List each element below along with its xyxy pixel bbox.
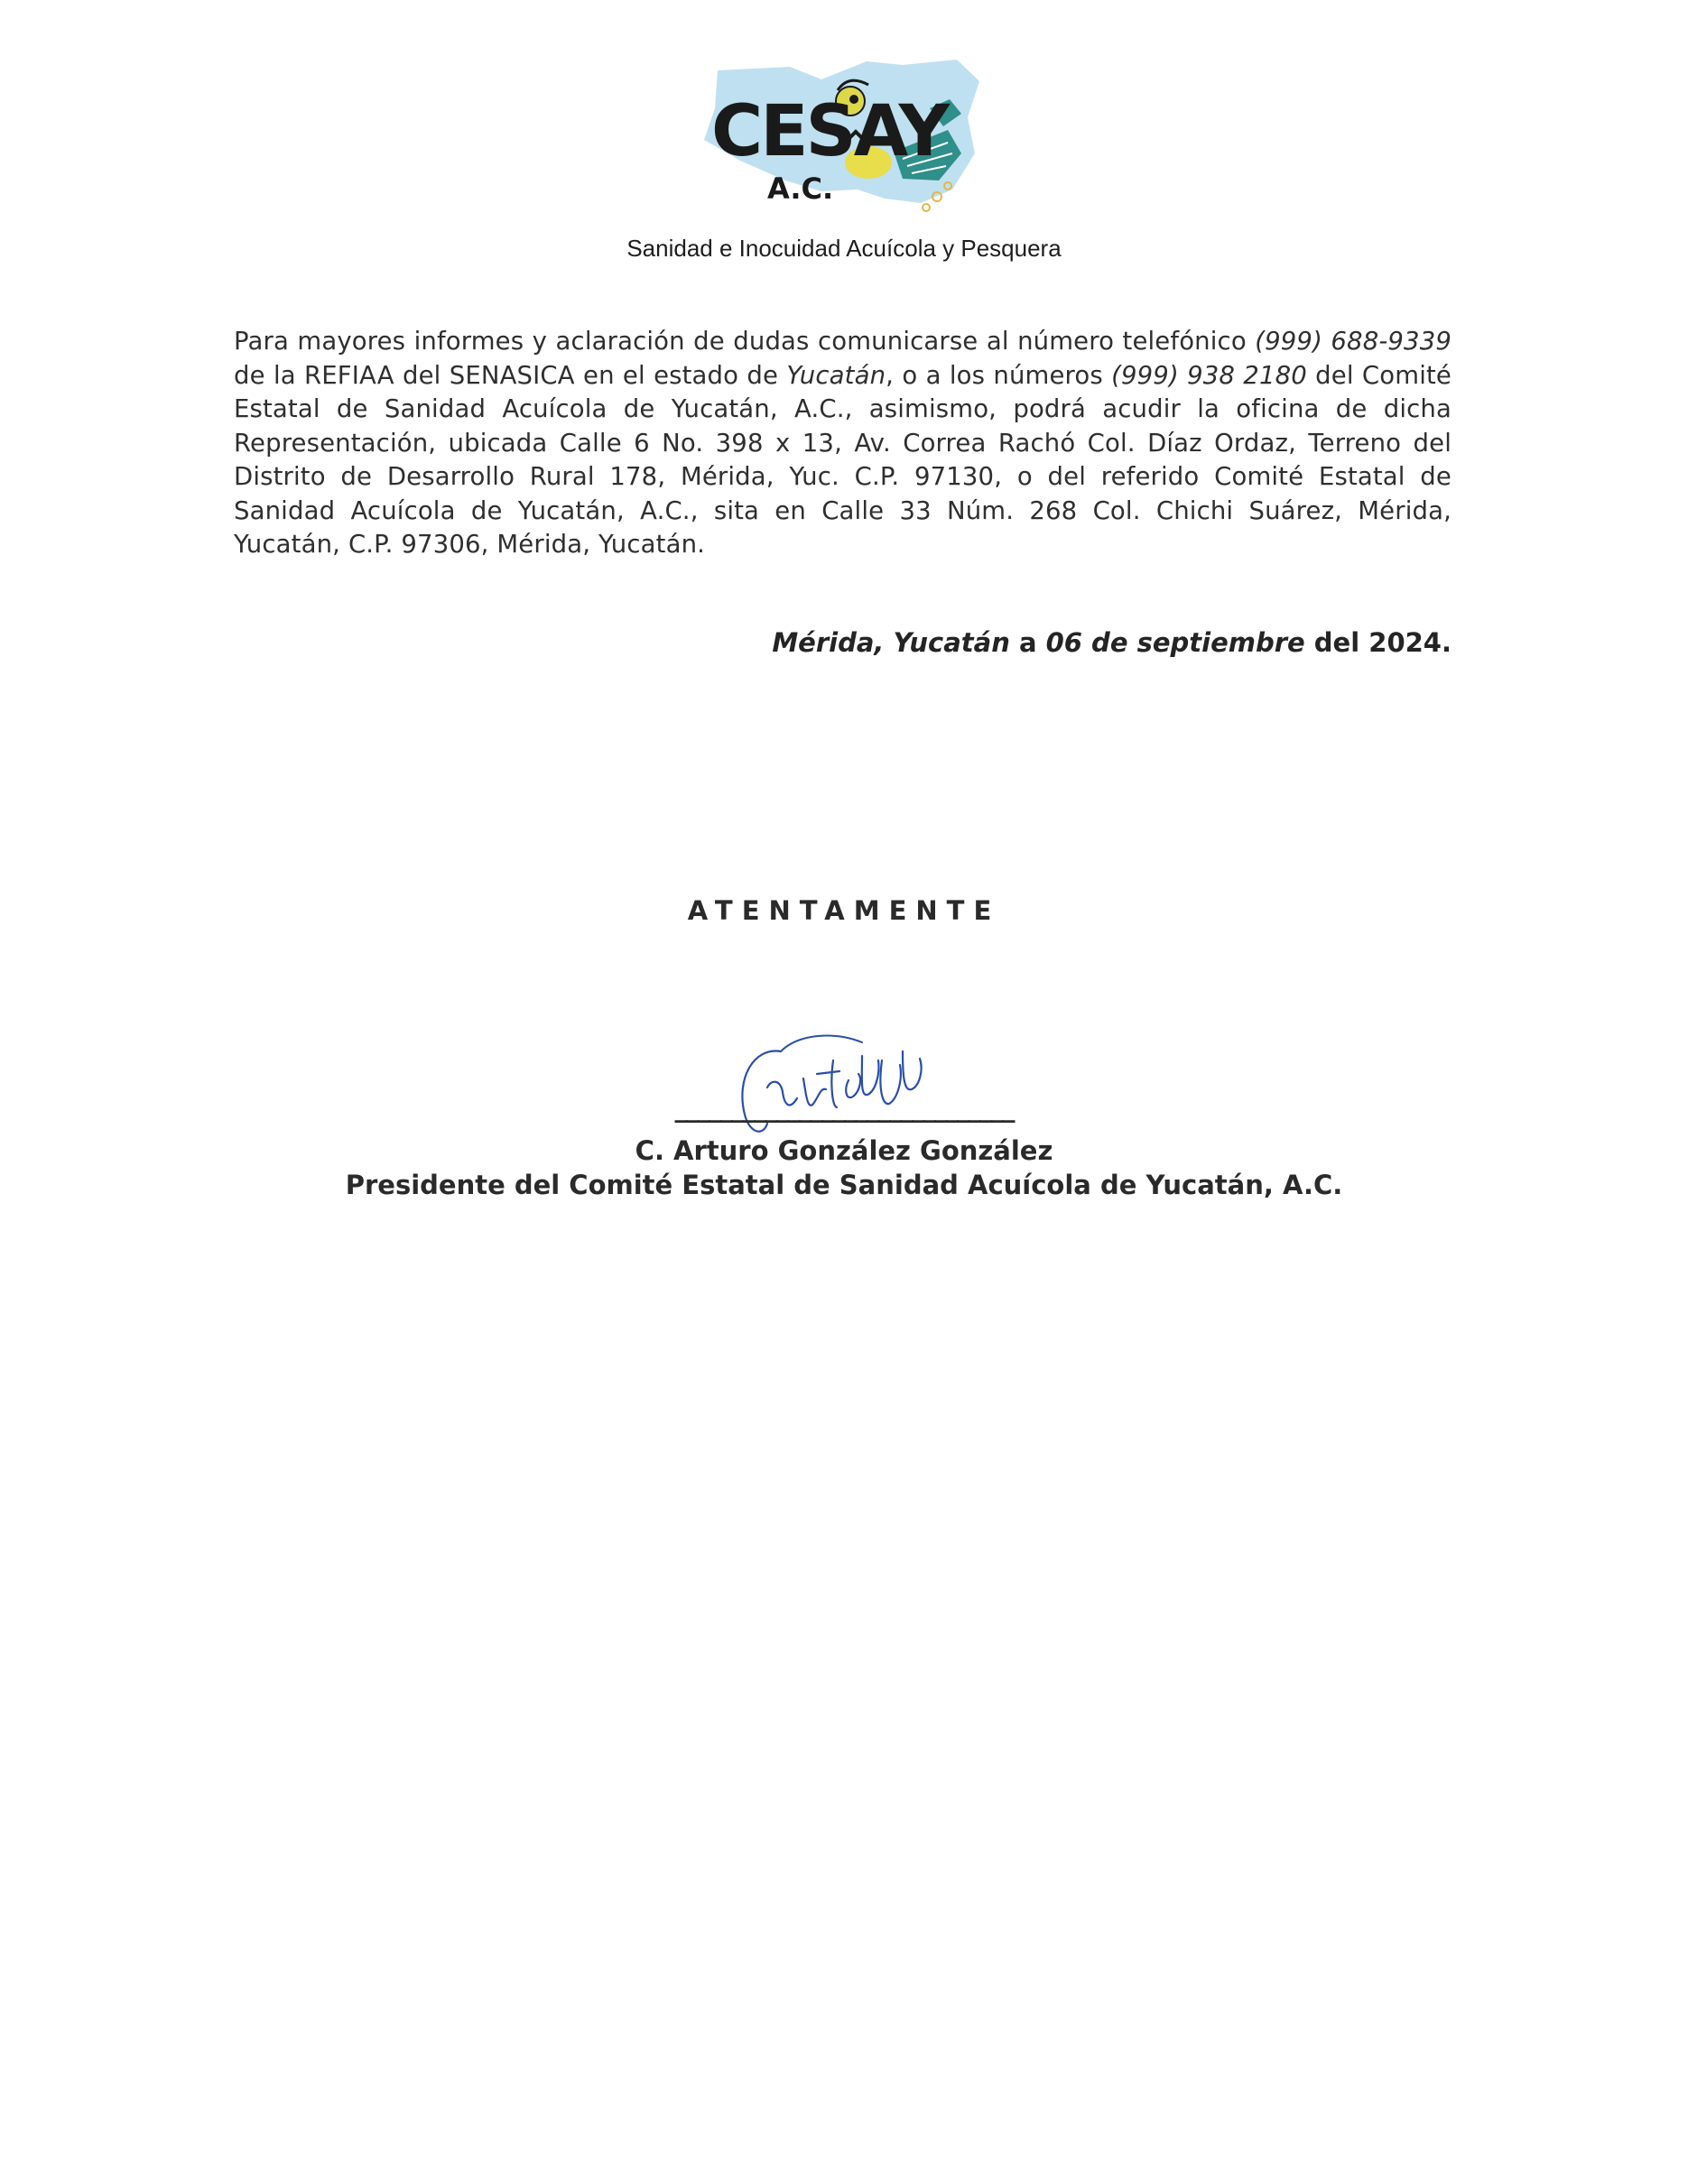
para-text-3: , o a los números	[886, 360, 1112, 390]
phone-cesay: (999) 938 2180	[1111, 360, 1307, 390]
logo-wordmark: CESAY	[711, 91, 948, 172]
signer-title: Presidente del Comité Estatal de Sanidad Acuícola de Yucatán, A.C.	[345, 1170, 1343, 1200]
handwritten-signature-icon	[727, 1024, 943, 1151]
date-day-month: 06 de septiembre	[1045, 627, 1305, 658]
organization-subtitle: Sanidad e Inocuidad Acuícola y Pesquera	[626, 235, 1062, 262]
contact-paragraph	[234, 325, 1451, 562]
closing-salutation: ATENTAMENTE	[687, 895, 1001, 926]
cesay-logo	[632, 54, 1065, 235]
logo-suffix: A.C.	[767, 171, 834, 206]
para-text-4: del Comité Estatal de Sanidad Acuícola de Yucatán, A.C., asimismo, podrá acudir la oficina de dicha Representación, ubicada Calle 6 No. 398 x 13, Av. Correa Rachó Col. Díaz Ordaz, Terreno del Distrito de Desarrollo Rural 178, Mérida, Yuc. C.P. 97130, o del referido Comité Estatal de Sanidad Acuícola de Yucatán, A.C., sita en Calle 33 Núm. 268 Col. Chichi Suárez, Mérida, Yucatán, C.P. 97306, Mérida, Yucatán.	[234, 360, 1451, 559]
signature-line: ______________________________	[674, 1092, 1014, 1123]
state-name: Yucatán	[786, 360, 886, 390]
date-year: del 2024.	[1304, 627, 1451, 658]
para-text-1: Para mayores informes y aclaración de dudas comunicarse al número telefónico	[234, 327, 1256, 356]
signer-name: C. Arturo González González	[635, 1135, 1053, 1166]
date-connector: a	[1009, 627, 1046, 658]
date-line	[772, 627, 1451, 658]
date-place: Mérida, Yucatán	[772, 627, 1010, 658]
phone-refiaa: (999) 688-9339	[1255, 327, 1451, 356]
cesay-fish-logo-icon	[632, 54, 1065, 235]
para-text-2: de la REFIAA del SENASICA en el estado de	[234, 360, 787, 390]
